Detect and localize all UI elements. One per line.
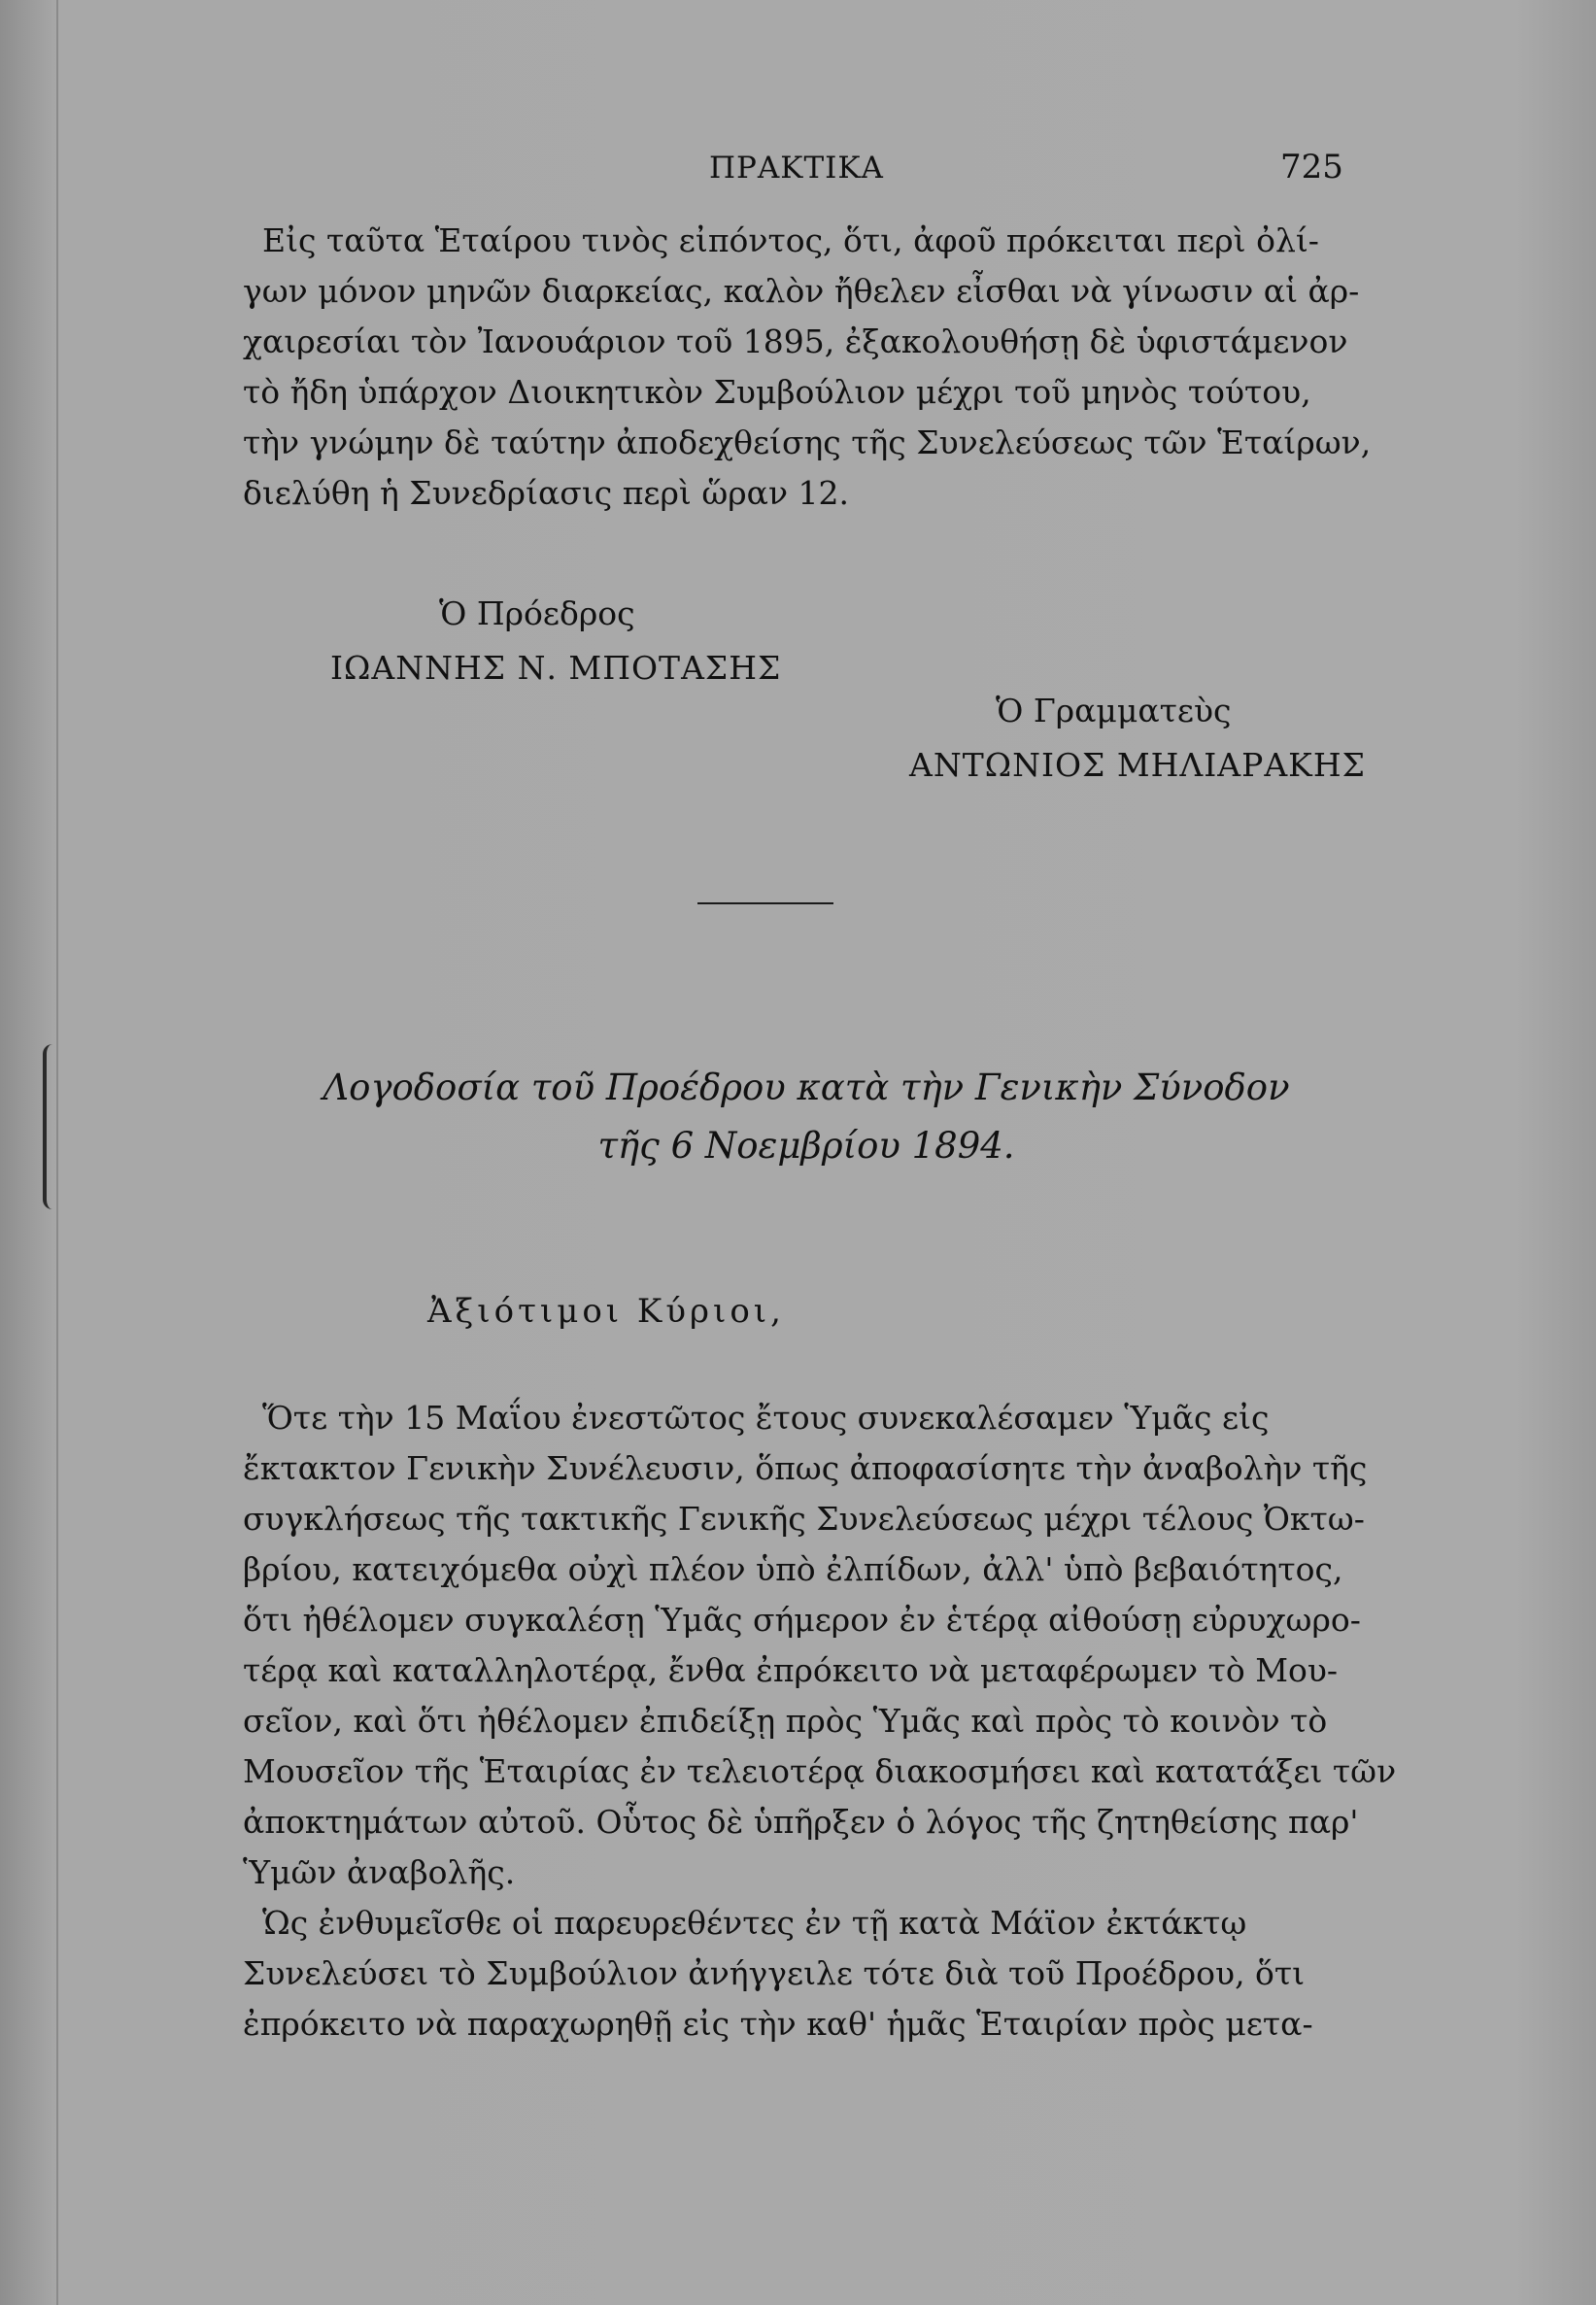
intro-paragraph bbox=[243, 216, 1372, 519]
body-paragraph-2 bbox=[243, 1898, 1360, 2050]
section-divider bbox=[697, 902, 833, 904]
text-line: ἔκτακτον Γενικὴν Συνέλευσιν, ὅπως ἀποφασίσητε τὴν ἀναβολὴν τῆς bbox=[243, 1449, 1368, 1487]
text-line: σεῖον, καὶ ὅτι ἠθέλομεν ἐπιδείξῃ πρὸς Ὑμᾶς καὶ πρὸς τὸ κοινὸν τὸ bbox=[243, 1702, 1328, 1740]
section-title-line-2: τῆς 6 Νοεμβρίου 1894. bbox=[597, 1125, 1015, 1167]
chair-name: ΙΩΑΝΝΗΣ Ν. ΜΠΟΤΑΣΗΣ bbox=[330, 649, 782, 687]
text-line: ἐπρόκειτο νὰ παραχωρηθῇ εἰς τὴν καθ' ἡμᾶς Ἑταιρίαν πρὸς μετα- bbox=[243, 2005, 1313, 2043]
text-line: συγκλήσεως τῆς τακτικῆς Γενικῆς Συνελεύσεως μέχρι τέλους Ὀκτω- bbox=[243, 1500, 1365, 1538]
text-line: Ὅτε τὴν 15 Μαΐου ἐνεστῶτος ἔτους συνεκαλέσαμεν Ὑμᾶς εἰς bbox=[262, 1399, 1270, 1437]
section-title-line-1: Λογοδοσία τοῦ Προέδρου κατὰ τὴν Γενικὴν Σύνοδον bbox=[323, 1067, 1290, 1108]
secretary-title: Ὁ Γραμματεὺς bbox=[996, 692, 1232, 729]
text-line: ὅτι ἠθέλομεν συγκαλέσῃ Ὑμᾶς σήμερον ἐν ἑτέρᾳ αἰθούσῃ εὐρυχωρο- bbox=[243, 1601, 1361, 1639]
text-line: ἀποκτημάτων αὐτοῦ. Οὗτος δὲ ὑπῆρξεν ὁ λόγος τῆς ζητηθείσης παρ' bbox=[243, 1803, 1359, 1841]
body-paragraph-1 bbox=[243, 1393, 1397, 1898]
text-line: τέρᾳ καὶ καταλληλοτέρᾳ, ἔνθα ἐπρόκειτο νὰ μεταφέρωμεν τὸ Μου- bbox=[243, 1651, 1339, 1689]
text-line: βρίου, κατειχόμεθα οὐχὶ πλέον ὑπὸ ἐλπίδων, ἀλλ' ὑπὸ βεβαιότητος, bbox=[243, 1550, 1343, 1588]
text-line: Ὑμῶν ἀναβολῆς. bbox=[243, 1853, 516, 1891]
text-line: Συνελεύσει τὸ Συμβούλιον ἀνήγγειλε τότε διὰ τοῦ Προέδρου, ὅτι bbox=[243, 1954, 1306, 1992]
text-line: Ὡς ἐνθυμεῖσθε οἱ παρευρεθέντες ἐν τῇ κατὰ Μάϊον ἐκτάκτῳ bbox=[262, 1904, 1247, 1942]
running-title: ΠΡΑΚΤΙΚΑ bbox=[709, 151, 884, 186]
text-line: Εἰς ταῦτα Ἑταίρου τινὸς εἰπόντος, ὅτι, ἀφοῦ πρόκειται περὶ ὀλί- bbox=[262, 221, 1319, 259]
text-line: τὴν γνώμην δὲ ταύτην ἀποδεχθείσης τῆς Συνελεύσεως τῶν Ἑταίρων, bbox=[243, 424, 1372, 461]
text-line: Μουσεῖον τῆς Ἑταιρίας ἐν τελειοτέρᾳ διακοσμήσει καὶ κατατάξει τῶν bbox=[243, 1752, 1397, 1790]
secretary-name: ΑΝΤΩΝΙΟΣ ΜΗΛΙΑΡΑΚΗΣ bbox=[909, 746, 1366, 784]
chair-title: Ὁ Πρόεδρος bbox=[439, 594, 635, 632]
text-line: γων μόνον μηνῶν διαρκείας, καλὸν ἤθελεν εἶσθαι νὰ γίνωσιν αἱ ἀρ- bbox=[243, 272, 1360, 310]
binding-stitch bbox=[43, 1044, 64, 1209]
text-line: τὸ ἤδη ὑπάρχον Διοικητικὸν Συμβούλιον μέχρι τοῦ μηνὸς τούτου, bbox=[243, 373, 1311, 411]
page-number: 725 bbox=[1280, 148, 1343, 186]
text-line: διελύθη ἡ Συνεδρίασις περὶ ὥραν 12. bbox=[243, 474, 849, 512]
text-line: χαιρεσίαι τὸν Ἰανουάριον τοῦ 1895, ἐξακολουθήσῃ δὲ ὑφιστάμενον bbox=[243, 322, 1348, 360]
greeting: Ἀξιότιμοι Κύριοι, bbox=[427, 1292, 785, 1331]
